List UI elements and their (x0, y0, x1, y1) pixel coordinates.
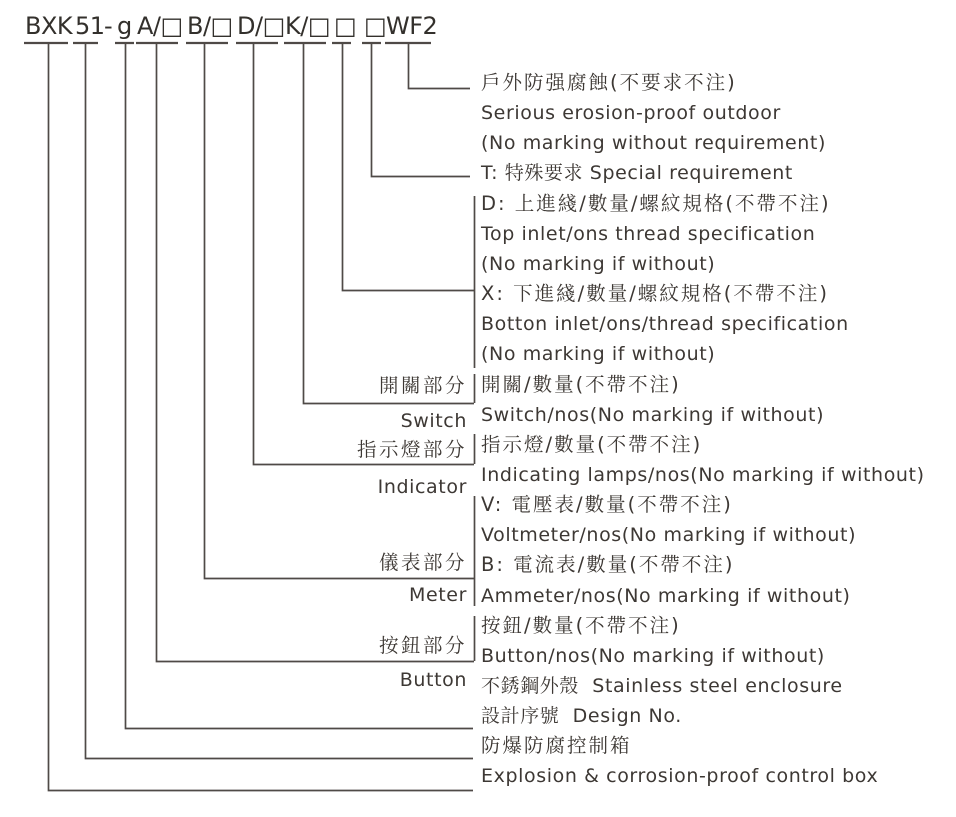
code-segment-a: A/□ (137, 12, 183, 40)
description-row-23: 防爆防腐控制箱 (481, 734, 632, 758)
description-row-18: Ammeter/nos(No marking if without) (481, 584, 851, 607)
description-row-13: 指示燈/數量(不帶不注) (481, 432, 703, 456)
section-label-switch-en: Switch (400, 410, 467, 432)
description-row-21: 不銹鋼外殼 Stainless steel enclosure (481, 675, 843, 697)
section-label-meter-en: Meter (408, 584, 467, 606)
description-row-5: D: 上進綫/數量/螺紋規格(不帶不注) (481, 191, 831, 215)
code-segment-bxk: BXK (25, 12, 73, 40)
description-row-8: X: 下進綫/數量/螺紋規格(不帶不注) (481, 282, 829, 306)
section-label-button-en: Button (399, 669, 467, 691)
section-label-indicator-en: Indicator (377, 476, 467, 498)
description-row-1: 戶外防强腐蝕(不要求不注) (481, 71, 737, 94)
description-row-12: Switch/nos(No marking if without) (481, 403, 825, 426)
code-segment-wf2: WF2 (386, 12, 438, 40)
section-label-button-cn: 按鈕部分 (378, 634, 467, 657)
description-row-11: 開關/數量(不帶不注) (481, 372, 681, 396)
description-row-15: V: 電壓表/數量(不帶不注) (481, 493, 733, 517)
description-row-10: (No marking if without) (481, 343, 716, 366)
description-row-7: (No marking if without) (481, 252, 716, 275)
description-row-20: Button/nos(No marking if without) (481, 644, 825, 667)
description-row-16: Voltmeter/nos(No marking if without) (481, 524, 857, 547)
code-segment-d: D/□ (237, 12, 285, 40)
description-row-19: 按鈕/數量(不帶不注) (481, 613, 681, 637)
code-segment-b: B/□ (187, 12, 233, 40)
connector-d-indicator (254, 44, 475, 465)
description-row-4: T: 特殊要求 Special requirement (481, 162, 793, 185)
description-row-3: (No marking without requirement) (481, 132, 826, 155)
description-row-22: 設計序號 Design No. (481, 705, 682, 728)
description-row-24: Explosion & corrosion-proof control box (481, 765, 879, 788)
section-label-indicator-cn: 指示燈部分 (356, 438, 467, 461)
code-segment-k: K/□ (285, 12, 330, 40)
section-label-switch-cn: 開關部分 (378, 374, 467, 397)
description-row-14: Indicating lamps/nos(No marking if without) (481, 463, 925, 486)
description-row-6: Top inlet/ons thread specification (481, 222, 816, 245)
section-label-meter-cn: 儀表部分 (378, 551, 467, 574)
code-segment-dash: - (104, 12, 113, 40)
connector-box-2 (372, 44, 471, 177)
connector-k-switch (304, 44, 475, 404)
connector-box-1 (343, 44, 475, 291)
code-segment-box-2: □ (364, 12, 387, 40)
description-row-2: Serious erosion-proof outdoor (481, 102, 781, 125)
description-row-9: Botton inlet/ons/thread specification (481, 313, 849, 336)
connector-wf2 (409, 44, 471, 89)
code-segment-51: 51 (75, 12, 105, 40)
code-segment-g: g (117, 12, 132, 40)
description-row-17: B: 電流表/數量(不帶不注) (481, 553, 735, 577)
code-segment-box-1: □ (334, 12, 357, 40)
